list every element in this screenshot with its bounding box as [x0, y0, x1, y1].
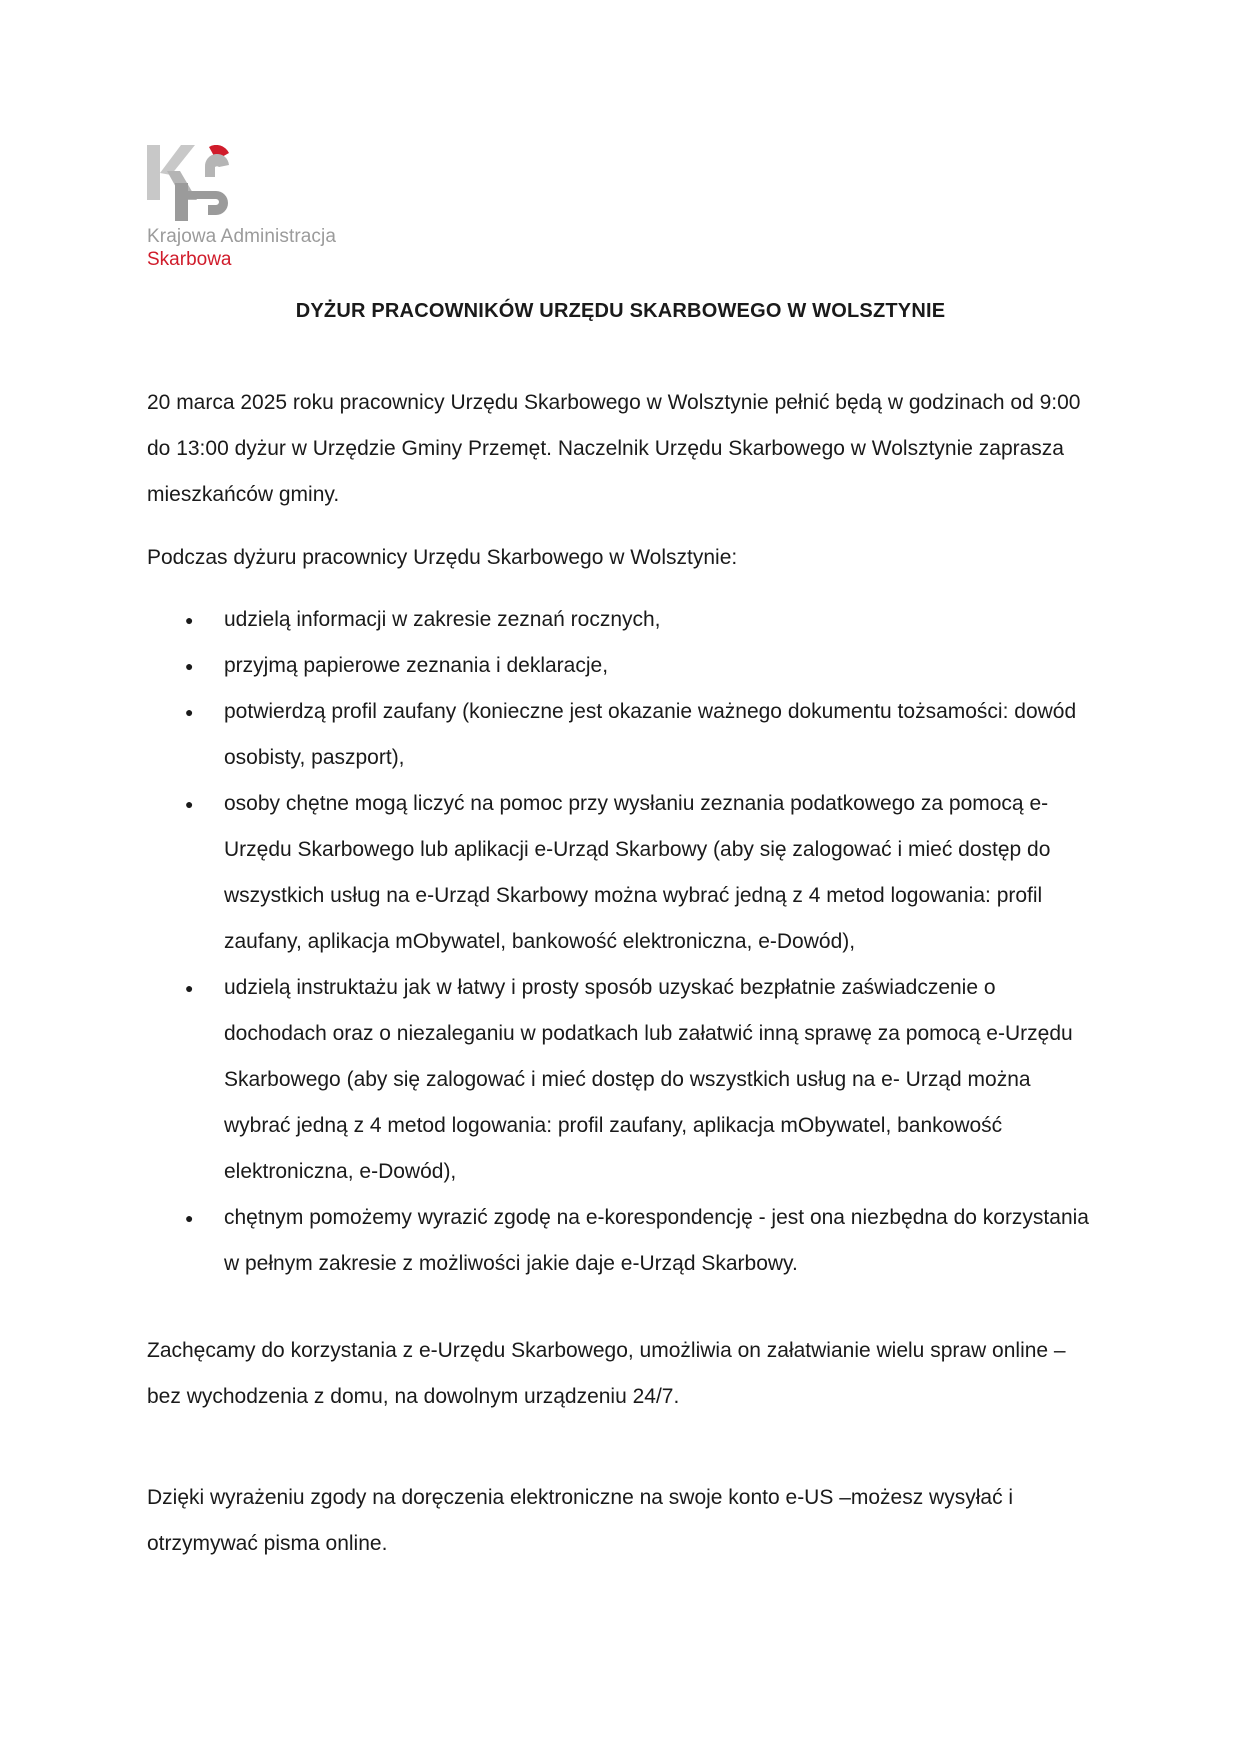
document-title: DYŻUR PRACOWNIKÓW URZĘDU SKARBOWEGO W WOLSZTYNIE [295, 300, 946, 322]
list-item [147, 1195, 1097, 1287]
lead-paragraph: Podczas dyżuru pracownicy Urzędu Skarbowego w Wolsztynie: [147, 546, 738, 569]
bullet-icon: ● [185, 1210, 194, 1226]
consent-paragraph: Dzięki wyrażeniu zgody na doręczenia elektroniczne na swoje konto e-US –możesz wysyłać i otrzymywać pisma online. [147, 1486, 1014, 1555]
services-list [147, 597, 1097, 1287]
list-item-text: udzielą instruktażu jak w łatwy i prosty sposób uzyskać bezpłatnie zaświadczenie o dochodach oraz o niezaleganiu w podatkach lub załatwić inną sprawę za pomocą e-Urzędu Skarbowego (aby się zalogować i mieć dostęp do wszystkich usług na e- Urząd można wybrać jedną z 4 metod logowania: profil zaufany, aplikacja mObywatel, bankowość elektroniczna, e-Dowód), [224, 976, 1073, 1183]
bullet-icon: ● [185, 658, 194, 674]
list-item [147, 643, 1097, 689]
bullet-icon: ● [185, 980, 194, 996]
bullet-icon: ● [185, 796, 194, 812]
list-item [147, 965, 1097, 1195]
list-item [147, 597, 1097, 643]
bullet-icon: ● [185, 612, 194, 628]
kas-logo-mark [147, 145, 247, 223]
list-item [147, 689, 1097, 781]
kas-logo [147, 145, 377, 223]
list-item-text: potwierdzą profil zaufany (konieczne jest okazanie ważnego dokumentu tożsamości: dowód osobisty, paszport), [224, 700, 1077, 769]
logo-text-agency: Krajowa Administracja [147, 226, 337, 247]
intro-paragraph: 20 marca 2025 roku pracownicy Urzędu Skarbowego w Wolsztynie pełnić będą w godzinach od 9:00 do 13:00 dyżur w Urzędzie Gminy Przemęt. Naczelnik Urzędu Skarbowego w Wolsztynie zaprasza mieszkańców gminy. [147, 391, 1081, 506]
bullet-icon: ● [185, 704, 194, 720]
list-item-text: przyjmą papierowe zeznania i deklaracje, [224, 654, 609, 677]
list-item-text: chętnym pomożemy wyrazić zgodę na e-korespondencję - jest ona niezbędna do korzystania w pełnym zakresie z możliwości jakie daje e-Urząd Skarbowy. [224, 1206, 1089, 1275]
encourage-paragraph: Zachęcamy do korzystania z e-Urzędu Skarbowego, umożliwia on załatwianie wielu spraw online – bez wychodzenia z domu, na dowolnym urządzeniu 24/7. [147, 1339, 1066, 1408]
list-item-text: udzielą informacji w zakresie zeznań rocznych, [224, 608, 661, 631]
logo-text-skarbowa: Skarbowa [147, 249, 232, 270]
list-item-text: osoby chętne mogą liczyć na pomoc przy wysłaniu zeznania podatkowego za pomocą e-Urzędu Skarbowego lub aplikacji e-Urząd Skarbowy (aby się zalogować i mieć dostęp do wszystkich usług na e-Urząd Skarbowy można wybrać jedną z 4 metod logowania: profil zaufany, aplikacja mObywatel, bankowość elektroniczna, e-Dowód), [224, 792, 1051, 953]
list-item [147, 781, 1097, 965]
